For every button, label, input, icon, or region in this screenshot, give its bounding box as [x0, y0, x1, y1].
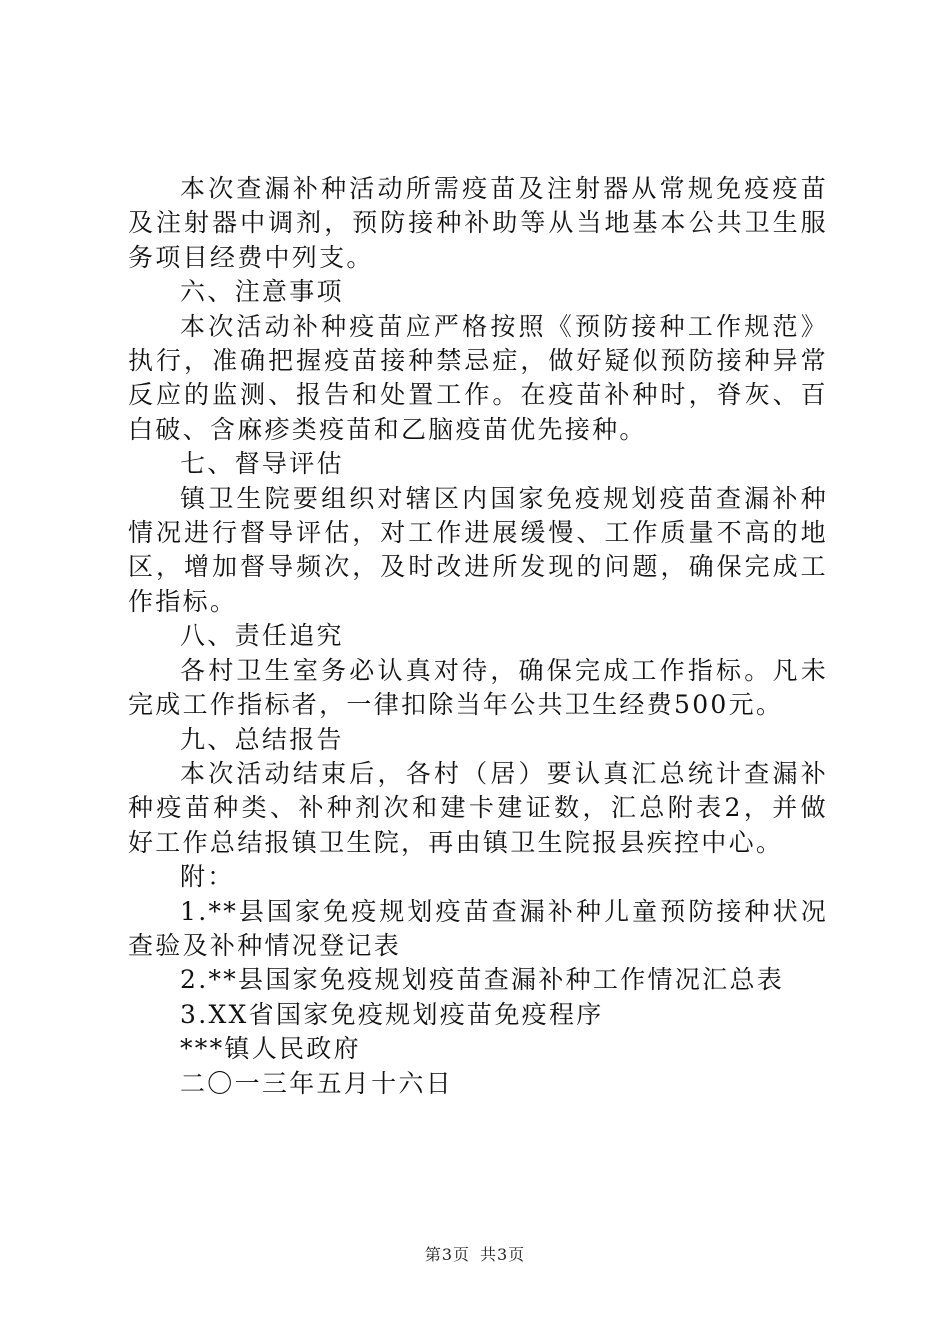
paragraph-summary-report: 本次活动结束后，各村（居）要认真汇总统计查漏补种疫苗种类、补种剂次和建卡建证数，汇总附表2，并做好工作总结报镇卫生院，再由镇卫生院报县疾控中心。 — [128, 758, 828, 857]
paragraph-funding: 本次查漏补种活动所需疫苗及注射器从常规免疫疫苗及注射器中调剂，预防接种补助等从当地基本公共卫生服务项目经费中列支。 — [128, 174, 828, 272]
paragraph-supervision: 镇卫生院要组织对辖区内国家免疫规划疫苗查漏补种情况进行督导评估，对工作进展缓慢、工作质量不高的地区，增加督导频次，及时改进所发现的问题，确保完成工作指标。 — [128, 483, 828, 616]
issue-date: 二〇一三年五月十六日 — [180, 1068, 454, 1098]
heading-notes: 六、注意事项 — [180, 277, 344, 307]
attachments-label: 附： — [180, 862, 235, 892]
attachment-item-3: 3.XX省国家免疫规划疫苗免疫程序 — [180, 999, 604, 1029]
attachment-item-1: 1.**县国家免疫规划疫苗查漏补种儿童预防接种状况查验及补种情况登记表 — [128, 896, 828, 960]
page-number: 第3页 — [424, 1245, 470, 1264]
heading-supervision: 七、督导评估 — [180, 449, 344, 479]
page-footer — [0, 1242, 950, 1265]
heading-summary-report: 九、总结报告 — [180, 724, 344, 754]
document-body — [128, 172, 828, 1101]
issuer-signature: ***镇人民政府 — [180, 1034, 361, 1064]
heading-accountability: 八、责任追究 — [180, 621, 344, 651]
page-total: 共3页 — [480, 1245, 526, 1264]
paragraph-notes: 本次活动补种疫苗应严格按照《预防接种工作规范》执行，准确把握疫苗接种禁忌症，做好疑似预防接种异常反应的监测、报告和处置工作。在疫苗补种时，脊灰、百白破、含麻疹类疫苗和乙脑疫苗优先接种。 — [128, 311, 828, 444]
paragraph-accountability: 各村卫生室务必认真对待，确保完成工作指标。凡未完成工作指标者，一律扣除当年公共卫生经费500元。 — [128, 655, 828, 720]
attachment-item-2: 2.**县国家免疫规划疫苗查漏补种工作情况汇总表 — [180, 965, 785, 995]
